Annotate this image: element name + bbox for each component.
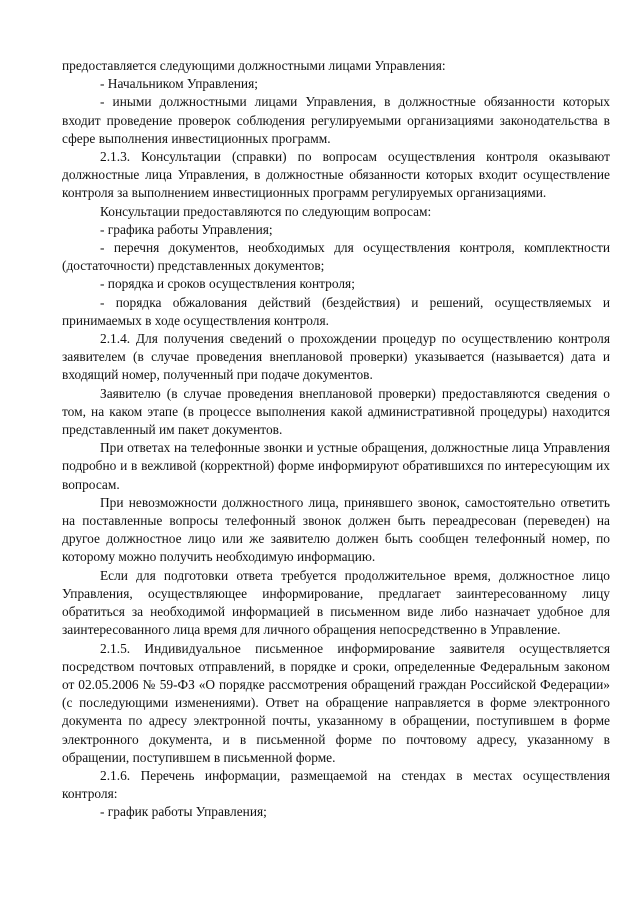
paragraph-applicant-stage: Заявителю (в случае проведения внеплановой проверки) предоставляются сведения о том, на каком этапе (в процессе выполнения какой административной процедуры) находится представленный им пакет документов. [62,385,610,438]
section-2-1-5: 2.1.5. Индивидуальное письменное информирование заявителя осуществляется посредством почтовых отправлений, в порядке и сроки, определенные Федеральным законом от 02.05.2006 № 59-ФЗ «О порядке рассмотрения обращений граждан Российской Федерации» (с последующими изменениями). Ответ на обращение направляется в форме электронного документа по адресу электронной почты, указанному в обращении, поступившем в форме электронного документа, и в письменной форме по почтовому адресу, указанному в обращении, поступившем в письменной форме. [62,640,610,765]
list-item-appeal: - порядка обжалования действий (бездействия) и решений, осуществляемых и принимаемых в ходе осуществления контроля. [62,294,610,328]
document-page [62,57,610,822]
section-2-1-6: 2.1.6. Перечень информации, размещаемой на стендах в местах осуществления контроля: [62,767,610,802]
paragraph-phone-answers: При ответах на телефонные звонки и устные обращения, должностные лица Управления подробно и в вежливой (корректной) форме информируют обратившихся по интересующим их вопросам. [62,440,610,492]
section-2-1-3: 2.1.3. Консультации (справки) по вопросам осуществления контроля оказывают должностные лица Управления, в должностные обязанности которых входит осуществление контроля за выполнением инвестиционных программ регулируемых организациями. [62,149,610,201]
list-item-procedure: - порядка и сроков осуществления контроля; [100,276,355,292]
list-item-documents: - перечня документов, необходимых для осуществления контроля, комплектности (достаточности) представленных документов; [62,240,610,274]
paragraph-long-answer: Если для подготовки ответа требуется продолжительное время, должностное лицо Управления, осуществляющее информирование, предлагает заинтересованному лицу обратиться за необходимой информацией в письменном виде либо назначает удобное для заинтересованного лица время для личного обращения непосредственно в Управление. [62,567,610,638]
list-item-schedule: - графика работы Управления; [100,221,273,237]
list-item-work-schedule: - график работы Управления; [100,804,267,820]
list-item-head: - Начальником Управления; [100,76,258,92]
list-item-other-officials: - иными должностными лицами Управления, в должностные обязанности которых входит проведение проверок соблюдения регулируемыми организациями законодательства в сфере выполнения инвестиционных программ. [62,94,610,146]
paragraph-call-redirect: При невозможности должностного лица, принявшего звонок, самостоятельно ответить на поставленные вопросы телефонный звонок должен быть переадресован (переведен) на другое должностное лицо или же заявителю должен быть сообщен телефонный номер, по которому можно получить необходимую информацию. [62,494,610,565]
paragraph-1: предоставляется следующими должностными лицами Управления: [62,58,446,73]
consultation-topics-intro: Консультации предоставляются по следующим вопросам: [100,203,432,219]
section-2-1-4: 2.1.4. Для получения сведений о прохождении процедур по осуществлению контроля заявителем (в случае проведения внеплановой проверки) указывается (называется) дата и входящий номер, полученный при подаче документов. [62,331,610,383]
